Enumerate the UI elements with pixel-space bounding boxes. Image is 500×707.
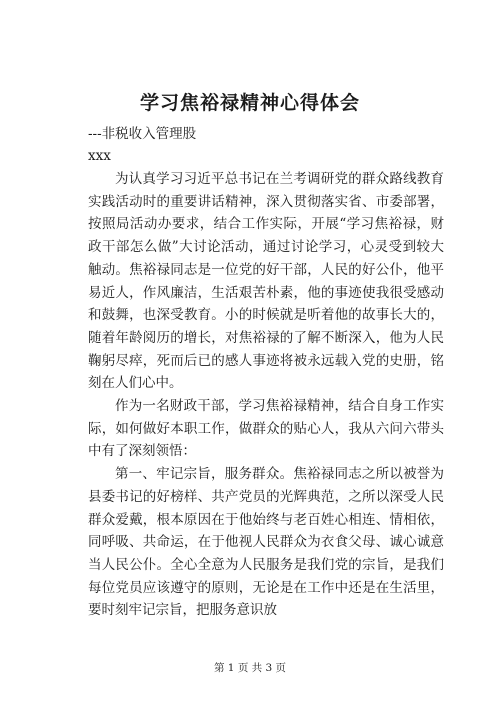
paragraph: 第一、牢记宗旨，服务群众。焦裕禄同志之所以被誉为县委书记的好榜样、共产党员的光辉典范，之所以深受人民群众爱戴，根本原因在于他始终与老百姓心相连、情相依，同呼吸、共命运，在于他视人民群众为衣食父母、诚心诚意当人民公仆。全心全意为人民服务是我们党的宗旨，是我们每位党员应该遵守的原则，无论是在工作中还是在生活里，要时刻牢记宗旨，把服务意识放 — [88, 466, 444, 619]
body-text — [88, 168, 444, 622]
author-line: xxx — [88, 148, 111, 164]
page-footer: 第 1 页 共 3 页 — [213, 662, 287, 674]
paragraph: 为认真学习习近平总书记在兰考调研党的群众路线教育实践活动时的重要讲话精神，深入贯彻落实省、市委部署，按照局活动办要求，结合工作实际，开展“学习焦裕禄，财政干部怎么做”大讨论活动，通过讨论学习，心灵受到较大触动。焦裕禄同志是一位党的好干部，人民的好公仆，他平易近人，作风廉洁，生活艰苦朴素，他的事迹使我很受感动和鼓舞，也深受教育。小的时候就是听着他的故事长大的，随着年龄阅历的增长，对焦裕禄的了解不断深入，他为人民鞠躬尽瘁，死而后已的感人事迹将被永远载入党的史册，铭刻在人们心中。 — [88, 171, 444, 392]
department-line: ---非税收入管理股 — [88, 126, 197, 142]
document-title: 学习焦裕禄精神心得体会 — [139, 92, 360, 114]
paragraph: 作为一名财政干部，学习焦裕禄精神，结合自身工作实际，如何做好本职工作，做群众的贴心人，我从六问六带头中有了深刻领悟： — [88, 398, 444, 460]
